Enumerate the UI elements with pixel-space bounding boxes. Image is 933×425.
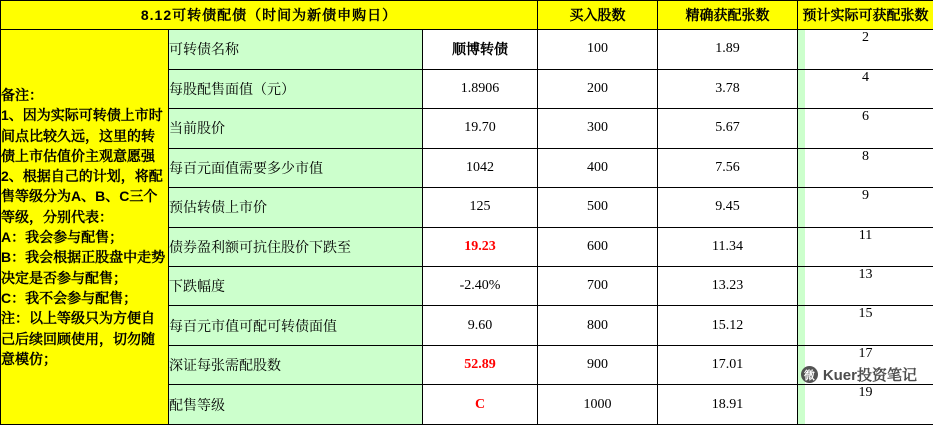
est-alloc-value (798, 188, 933, 227)
row-label: 当前股价 (169, 109, 423, 148)
green-sliver (798, 30, 805, 68)
est-alloc-value (798, 385, 933, 425)
est-cell-wrap (798, 346, 933, 384)
est-cell-wrap (798, 267, 933, 305)
row-value: C (423, 385, 538, 425)
note-line: C：我不会参与配售； (1, 289, 138, 306)
note-line: 1、因为实际可转债上市时间点比较久远，这里的转债上市估值价主观意愿强 (1, 107, 163, 164)
est-alloc-value (798, 266, 933, 305)
row-value: -2.40% (423, 266, 538, 305)
est-cell-wrap (798, 228, 933, 266)
row-value: 19.70 (423, 109, 538, 148)
page-title: 8.12可转债配债（时间为新债申购日） (1, 1, 538, 30)
est-cell-wrap (798, 30, 933, 68)
green-sliver (798, 149, 805, 187)
wechat-icon: 微 (801, 366, 818, 383)
est-alloc-text: 4 (862, 69, 869, 85)
green-sliver (798, 346, 805, 384)
est-alloc-value (798, 306, 933, 345)
watermark-text: Kuer投资笔记 (822, 367, 917, 384)
exact-alloc-value: 11.34 (658, 227, 798, 266)
header-row (1, 1, 933, 30)
note-line: 注：以上等级只为方便自己后续回顾使用，切勿随意模仿； (1, 310, 155, 367)
est-alloc-value (798, 69, 933, 108)
row-value: 9.60 (423, 306, 538, 345)
buy-shares-value: 200 (538, 69, 658, 108)
green-sliver (798, 109, 805, 147)
row-label: 每百元市值可配可转债面值 (169, 306, 423, 345)
green-sliver (798, 228, 805, 266)
exact-alloc-value: 17.01 (658, 345, 798, 384)
est-alloc-value (798, 148, 933, 187)
est-alloc-text: 8 (862, 148, 869, 164)
est-alloc-value (798, 109, 933, 148)
buy-shares-value: 500 (538, 188, 658, 227)
row-value: 125 (423, 188, 538, 227)
note-line: 2、根据自己的计划，将配售等级分为A、B、C三个等级，分别代表： (1, 168, 163, 225)
row-label: 债券盈利额可抗住股价下跌至 (169, 227, 423, 266)
column-header-buy-shares: 买入股数 (538, 1, 658, 30)
row-label: 每百元面值需要多少市值 (169, 148, 423, 187)
row-value: 顺博转债 (423, 30, 538, 69)
note-line: 备注： (1, 86, 43, 103)
buy-shares-value: 1000 (538, 385, 658, 425)
row-label: 深证每张需配股数 (169, 345, 423, 384)
buy-shares-value: 700 (538, 266, 658, 305)
est-alloc-value (798, 30, 933, 69)
row-value: 19.23 (423, 227, 538, 266)
est-cell-wrap (798, 306, 933, 344)
est-cell-wrap (798, 149, 933, 187)
note-line: B：我会根据正股盘中走势决定是否参与配售； (1, 249, 166, 286)
notes-block (1, 30, 169, 425)
exact-alloc-value: 1.89 (658, 30, 798, 69)
buy-shares-value: 100 (538, 30, 658, 69)
buy-shares-value: 400 (538, 148, 658, 187)
row-value: 1.8906 (423, 69, 538, 108)
green-sliver (798, 306, 805, 344)
est-cell-wrap (798, 109, 933, 147)
row-value: 52.89 (423, 345, 538, 384)
est-cell-wrap (798, 70, 933, 108)
buy-shares-value: 900 (538, 345, 658, 384)
buy-shares-value: 800 (538, 306, 658, 345)
buy-shares-value: 600 (538, 227, 658, 266)
exact-alloc-value: 5.67 (658, 109, 798, 148)
est-alloc-text: 13 (858, 266, 873, 282)
est-alloc-text: 9 (862, 188, 869, 204)
exact-alloc-value: 18.91 (658, 385, 798, 425)
row-label: 下跌幅度 (169, 266, 423, 305)
row-label: 每股配售面值（元） (169, 69, 423, 108)
est-alloc-text: 17 (858, 345, 873, 361)
row-label: 预估转债上市价 (169, 188, 423, 227)
exact-alloc-value: 7.56 (658, 148, 798, 187)
exact-alloc-value: 9.45 (658, 188, 798, 227)
row-label: 可转债名称 (169, 30, 423, 69)
green-sliver (798, 188, 805, 226)
row-value: 1042 (423, 148, 538, 187)
column-header-exact-alloc: 精确获配张数 (658, 1, 798, 30)
exact-alloc-value: 15.12 (658, 306, 798, 345)
exact-alloc-value: 13.23 (658, 266, 798, 305)
green-sliver (798, 385, 805, 424)
green-sliver (798, 267, 805, 305)
est-alloc-value (798, 345, 933, 384)
est-alloc-text: 2 (862, 30, 869, 46)
est-cell-wrap (798, 188, 933, 226)
buy-shares-value: 300 (538, 109, 658, 148)
est-alloc-value (798, 227, 933, 266)
green-sliver (798, 70, 805, 108)
est-alloc-text: 19 (858, 385, 873, 401)
est-alloc-text: 11 (858, 227, 873, 243)
exact-alloc-value: 3.78 (658, 69, 798, 108)
est-alloc-text: 6 (862, 109, 869, 125)
column-header-est-alloc: 预计实际可获配张数 (798, 1, 933, 30)
est-cell-wrap (798, 385, 933, 424)
row-label: 配售等级 (169, 385, 423, 425)
est-alloc-text: 15 (858, 306, 873, 322)
table-row (1, 30, 933, 69)
note-line: A：我会参与配售； (1, 229, 124, 246)
